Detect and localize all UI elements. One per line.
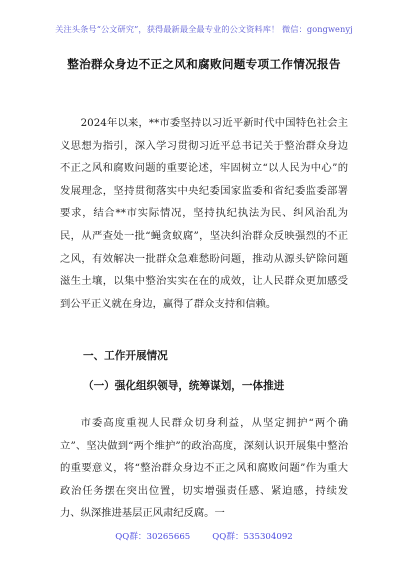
body-paragraph: 市委高度重视人民群众切身利益，从坚定拥护“两个确立”、坚决做到“两个维护”的政治高度，深刻认识开展集中整治的重要意义，将“整治群众身边不正之风和腐败问题”作为重大政治任务摆在突出位置，切实增强责任感、紧迫感，持续发力、纵深推进基层正风肃纪反腐。一 (60, 417, 348, 520)
header-note: 关注头条号“公文研究”，获得最新最全最专业的公文资料库！ 微信：gongwenyj (55, 24, 353, 34)
footer-qq-group-2: QQ群：535304092 (212, 532, 293, 542)
intro-paragraph: 2024年以来，**市委坚持以习近平新时代中国特色社会主义思想为指引，深入学习贯彻习近平总书记关于整治群众身边不正之风和腐败问题的重要论述，牢固树立“以人民为中心”的发展理念，坚持贯彻落实中央纪委国家监委和省纪委监委部署要求，结合**市实际情况，坚持执纪执法为民、纠风治乱为民，从严查处一批“蝇贪蚁腐”，坚决纠治群众反映强烈的不正之风，有效解决一批群众急难愁盼问题，推动从源头铲除问题滋生土壤，以集中整治实实在在的成效，让人民群众更加感受到公平正义就在身边，赢得了群众支持和信赖。 (60, 117, 348, 310)
section-heading: 一、工作开展情况 (83, 350, 168, 362)
footer-contacts (0, 530, 408, 542)
subsection-heading: （一）强化组织领导，统筹谋划，一体推进 (83, 380, 285, 392)
document-title: 整治群众身边不正之风和腐败问题专项工作情况报告 (67, 57, 341, 71)
footer-qq-group-1: QQ群：30265665 (115, 532, 191, 542)
